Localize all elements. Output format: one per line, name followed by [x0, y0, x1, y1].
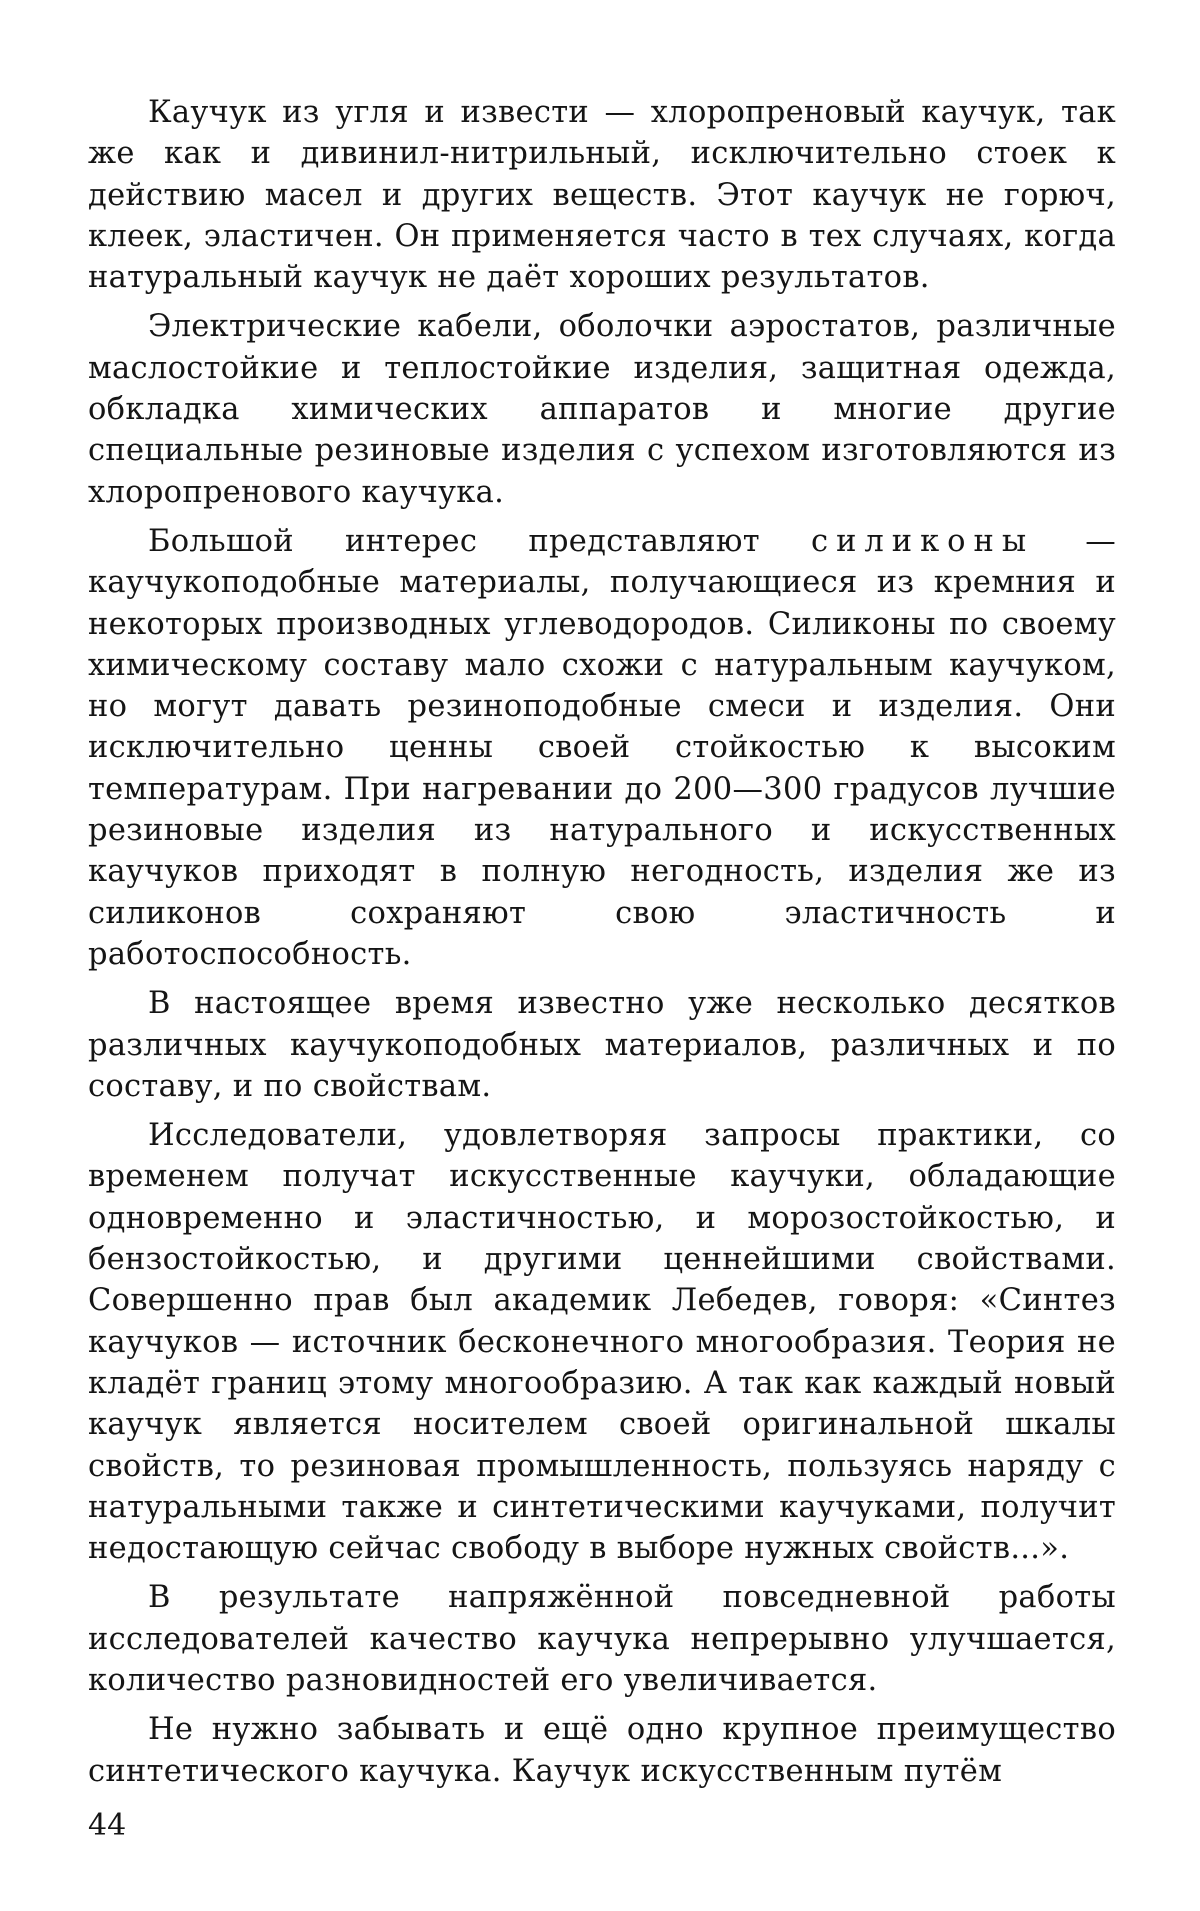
paragraph-researchers-quote: Исследователи, удовлетворяя запросы практики, со временем получат искусственные каучуки, обладающие одновременно и эластичностью, и морозостойкостью, и бензостойкостью, и другими ценнейшими свойствами. Совершенно прав был академик Лебедев, говоря: «Синтез каучуков — источник бесконечного многообразия. Теория не кладёт границ этому многообразию. А так как каждый новый каучук является носителем своей оригинальной шкалы свойств, то резиновая промышленность, пользуясь наряду с натуральными также и синтетическими каучуками, получит недостающую сейчас свободу в выборе нужных свойств...». — [88, 1118, 1116, 1567]
paragraph-advantage: Не нужно забывать и ещё одно крупное преимущество синтетического каучука. Каучук искусственным путём — [88, 1712, 1116, 1789]
paragraph-quality: В результате напряжённой повседневной работы исследователей качество каучука непрерывно улучшается, количество разновидностей его увеличивается. — [88, 1580, 1116, 1698]
paragraph-silicones — [88, 521, 1116, 975]
paragraph-chloroprene-uses: Электрические кабели, оболочки аэростатов, различные маслостойкие и теплостойкие изделия, защитная одежда, обкладка химических аппаратов и многие другие специальные резиновые изделия с успехом изготовляются из хлоропренового каучука. — [88, 309, 1116, 510]
body-text — [88, 92, 1116, 1800]
paragraph-silicones-lead: Большой интерес представляют — [148, 523, 811, 559]
paragraph-silicones-body: — каучукоподобные материалы, получающиеся из кремния и некоторых производных углеводородов. Силиконы по своему химическому составу мало схожи с натуральным каучуком, но могут давать резиноподобные смеси и изделия. Они исключительно ценны своей стойкостью к высоким температурам. При нагревании до 200—300 градусов лучшие резиновые изделия из натурального и искусственных каучуков приходят в полную негодность, изделия же из силиконов сохраняют свою эластичность и работоспособность. — [88, 523, 1116, 972]
paragraph-chloroprene: Каучук из угля и извести — хлоропреновый каучук, так же как и дивинил-нитрильный, исключительно стоек к действию масел и других веществ. Этот каучук не горюч, клеек, эластичен. Он применяется часто в тех случаях, когда натуральный каучук не даёт хороших результатов. — [88, 95, 1116, 296]
paragraph-materials-count: В настоящее время известно уже несколько десятков различных каучукоподобных материалов, различных и по составу, и по свойствам. — [88, 986, 1116, 1104]
page-number: 44 — [88, 1808, 127, 1843]
term-silicones: силиконы — [811, 523, 1035, 559]
